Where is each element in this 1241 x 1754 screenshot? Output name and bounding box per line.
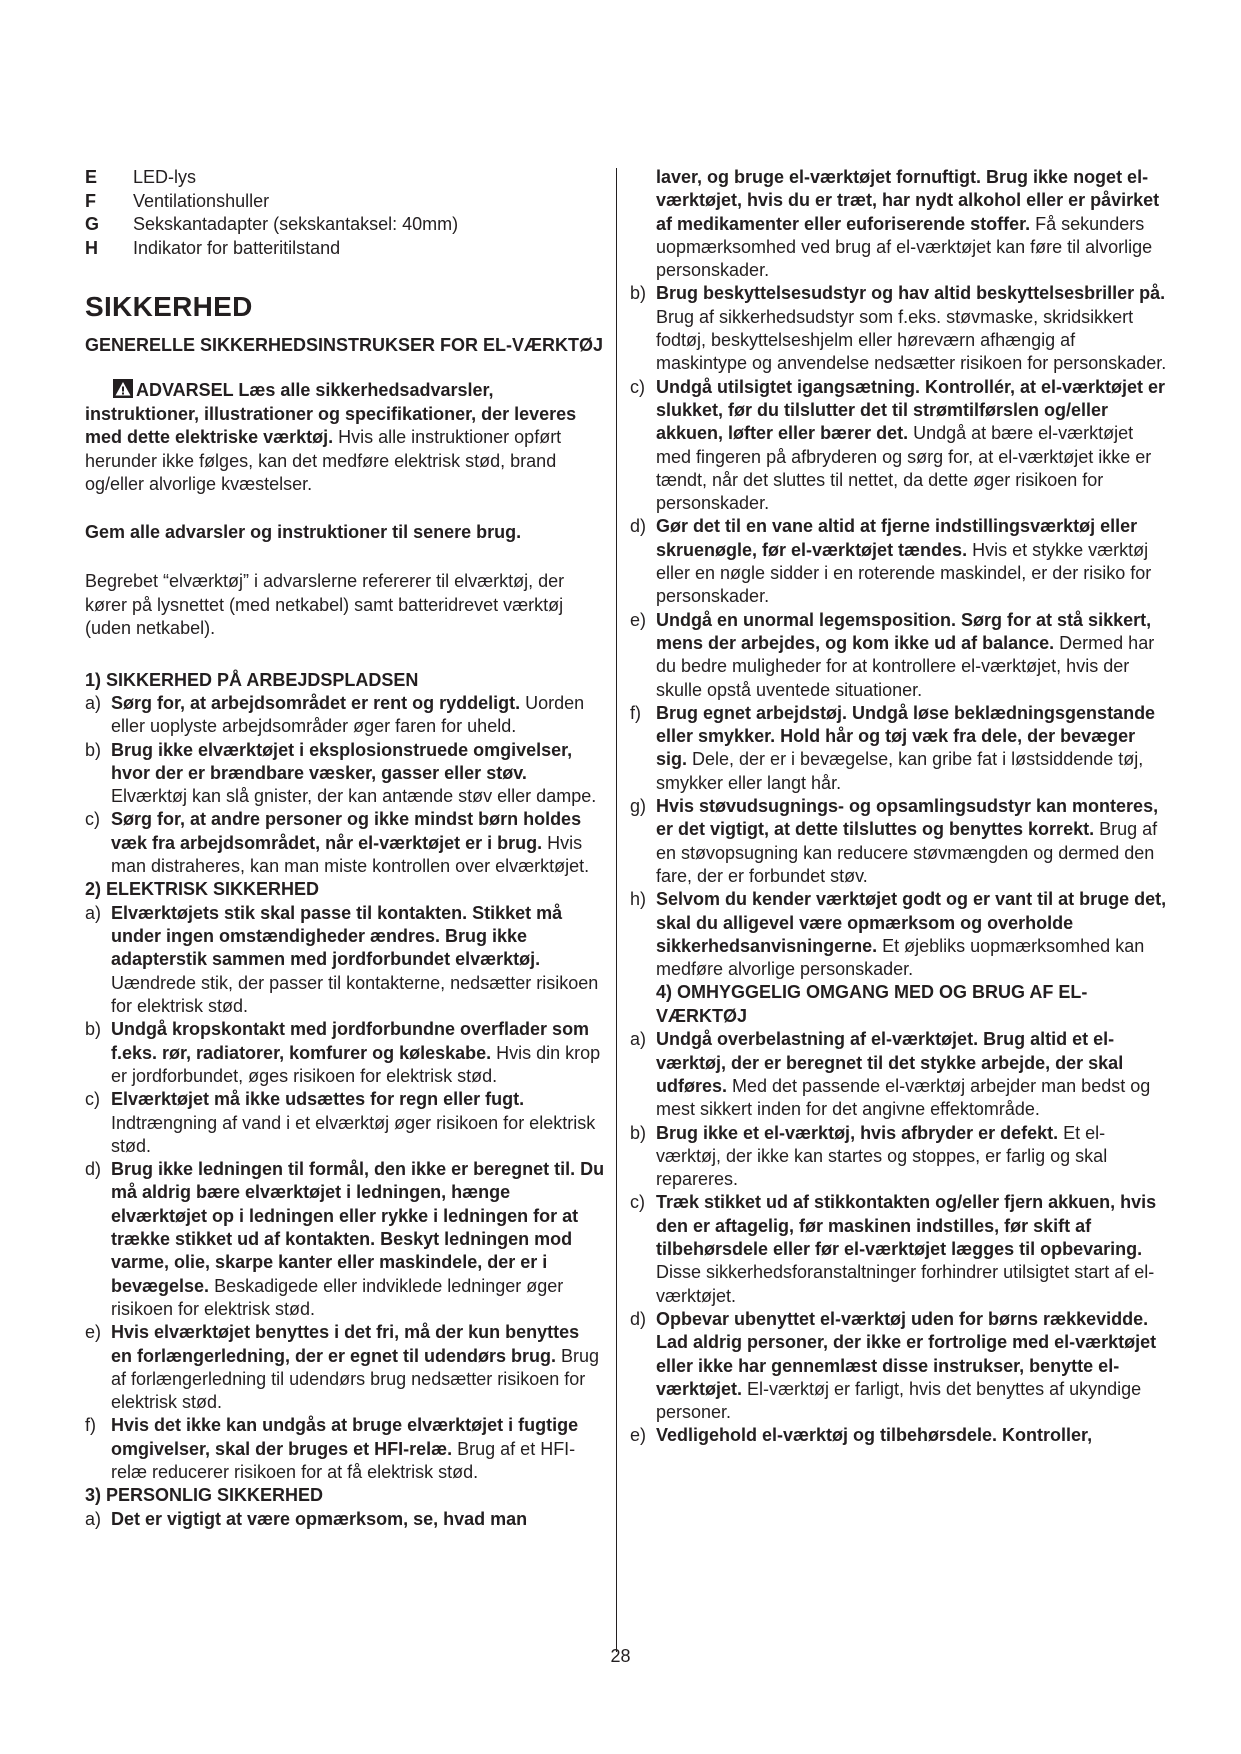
part-label: Ventilationshuller	[133, 190, 270, 211]
parts-list-item	[85, 213, 605, 237]
part-letter: F	[85, 190, 96, 211]
section-title-electrical: 2) ELEKTRISK SIKKERHED	[85, 879, 320, 900]
item-text: Et el-værktøj, der ikke kan startes og stoppes, er farlig og skal repareres.	[656, 1122, 1108, 1190]
item-letter: c)	[85, 809, 100, 830]
list-item	[85, 739, 605, 809]
item-bold: Elværktøjets stik skal passe til kontakten. Stikket må under ingen omstændigheder ændres. Brug ikke adapterstik sammen med jordforbundet elværktøj.	[111, 902, 563, 970]
warning-paragraph	[85, 379, 605, 497]
list-item	[630, 1308, 1168, 1424]
item-text: Brug af en støvopsugning kan reducere støvmængden og dermed den fare, der er forbundet støv.	[656, 819, 1158, 886]
item-bold: Hvis støvudsugnings- og opsamlingsudstyr kan monteres, er det vigtigt, at dette tilsluttes og benyttes korrekt.	[656, 796, 1159, 840]
section-title-text: 4) OMHYGGELIG OMGANG MED OG BRUG AF EL-VÆRKTØJ	[656, 982, 1088, 1026]
item-text: Elværktøj kan slå gnister, der kan antænde støv eller dampe.	[111, 786, 597, 807]
item-text: Uændrede stik, der passer til kontakterne, nedsætter risikoen for elektrisk stød.	[111, 972, 599, 1017]
item-text: Undgå at bære el-værktøjet med fingeren på afbryderen og sørg for, at el-værktøjet ikke er tændt, når det sluttes til nettet, da dette øger risikoen for personskader.	[656, 423, 1152, 514]
section-title-tool-use	[630, 981, 1168, 1028]
item-text: Uorden eller uoplyste arbejdsområder øger faren for uheld.	[111, 693, 585, 737]
parts-list-item	[85, 166, 605, 190]
section-heading: SIKKERHED	[85, 291, 253, 322]
item-letter: d)	[630, 516, 647, 537]
item-letter: b)	[85, 1019, 102, 1040]
item-text: Disse sikkerhedsforanstaltninger forhindrer utilsigtet start af el-værktøjet.	[656, 1262, 1155, 1306]
part-letter: H	[85, 237, 98, 258]
item-bold: Brug egnet arbejdstøj. Undgå løse beklædningsgenstande eller smykker. Hold hår og tøj væk fra dele, der bevæger sig.	[656, 702, 1156, 770]
power-tool-definition: Begrebet “elværktøj” i advarslerne refererer til elværktøj, der kører på lysnettet (med netkabel) samt batteridrevet værktøj (uden netkabel).	[85, 571, 565, 638]
item-bold: Det er vigtigt at være opmærksom, se, hvad man	[111, 1508, 528, 1529]
item-letter: b)	[630, 283, 647, 304]
item-letter: f)	[85, 1415, 96, 1436]
item-bold: Brug ikke ledningen til formål, den ikke er beregnet til. Du må aldrig bære elværktøjet i ledningen, hænge elværktøjet op i ledningen eller rykke i ledningen for at trække stikket ud af kontakten. Beskyt ledningen mod varme, olie, skarpe kanter eller maskindele, der er i bevægelse.	[111, 1159, 605, 1296]
list-item-continuation	[630, 166, 1168, 282]
list-item	[630, 795, 1168, 888]
item-letter: a)	[85, 1508, 102, 1529]
section-title-personal: 3) PERSONLIG SIKKERHED	[85, 1485, 324, 1506]
item-bold: Undgå kropskontakt med jordforbundne overflader som f.eks. rør, radiatorer, komfurer og køleskabe.	[111, 1019, 590, 1063]
item-bold: laver, og bruge el-værktøjet fornuftigt. Brug ikke noget el-værktøjet, hvis du er træt, har nydt alkohol eller er påvirket af medikamenter eller euforiserende stoffer.	[656, 167, 1160, 234]
list-item	[85, 1321, 605, 1414]
item-text: Beskadigede eller indviklede ledninger øger risikoen for elektrisk stød.	[111, 1275, 564, 1319]
right-column	[630, 166, 1168, 1448]
item-text: Et øjebliks uopmærksomhed kan medføre alvorlige personskader.	[656, 935, 1145, 980]
item-bold: Vedligehold el-værktøj og tilbehørsdele. Kontroller,	[656, 1425, 1093, 1446]
item-bold: Undgå utilsigtet igangsætning. Kontrollér, at el-værktøjet er slukket, før du tilslutter det til strømtilførslen og/eller akkuen, løfter eller bærer det.	[656, 376, 1166, 444]
part-label: LED-lys	[133, 167, 197, 187]
item-bold: Selvom du kender værktøjet godt og er vant til at bruge det, skal du alligevel være opmærksom og overholde sikkerhedsanvisningerne.	[656, 889, 1167, 956]
item-bold: Opbevar ubenyttet el-værktøj uden for børns rækkevidde. Lad aldrig personer, der ikke er fortrolige med el-værktøjet eller ikke har gennemlæst disse instrukser, benytte el-værktøjet.	[656, 1308, 1157, 1399]
item-letter: e)	[630, 1425, 647, 1446]
item-bold: Undgå overbelastning af el-værktøjet. Brug altid et el-værktøj, der er beregnet til det stykke arbejde, der skal udføres.	[656, 1029, 1124, 1096]
item-letter: a)	[85, 693, 102, 713]
warning-triangle-icon	[113, 379, 133, 398]
item-letter: h)	[630, 889, 647, 910]
list-item	[85, 808, 605, 878]
parts-list	[85, 166, 605, 260]
item-bold: Elværktøjet må ikke udsættes for regn eller fugt.	[111, 1089, 525, 1110]
item-bold: Træk stikket ud af stikkontakten og/eller fjern akkuen, hvis den er aftagelig, før maskinen indstilles, før skift af tilbehørsdele eller før el-værktøjet lægges til opbevaring.	[656, 1192, 1157, 1260]
item-text: Hvis man distraheres, kan man miste kontrollen over elværktøjet.	[111, 832, 590, 877]
list-item	[630, 515, 1168, 608]
item-bold: Sørg for, at andre personer og ikke mindst børn holdes væk fra arbejdsområdet, når el-værktøjet er i brug.	[111, 809, 582, 853]
item-letter: e)	[85, 1322, 102, 1343]
list-item	[85, 692, 605, 739]
list-item	[85, 1414, 605, 1484]
warning-text: Hvis alle instruktioner opført herunder ikke følges, kan det medføre elektrisk stød, brand og/eller alvorlige kvæstelser.	[85, 427, 562, 494]
item-letter: d)	[630, 1308, 647, 1329]
page-number: 28	[610, 1646, 631, 1666]
item-text: Brug af forlængerledning til udendørs brug nedsætter risikoen for elektrisk stød.	[111, 1345, 600, 1413]
list-item	[85, 1088, 605, 1158]
item-letter: b)	[85, 739, 102, 760]
item-text: Få sekunders uopmærksomhed ved brug af el-værktøjet kan føre til alvorlige personskader.	[656, 213, 1153, 281]
parts-list-item	[85, 237, 605, 261]
item-text: Indtrængning af vand i et elværktøj øger risikoen for elektrisk stød.	[111, 1112, 596, 1156]
list-item	[85, 1508, 605, 1531]
item-bold: Hvis det ikke kan undgås at bruge elværktøjet i fugtige omgivelser, skal der bruges et HFI-relæ.	[111, 1415, 579, 1459]
part-letter: G	[85, 214, 100, 234]
list-item	[630, 888, 1168, 981]
list-item	[630, 702, 1168, 795]
item-text: Hvis din krop er jordforbundet, øges risikoen for elektrisk stød.	[111, 1042, 601, 1086]
item-text: Brug af sikkerhedsudstyr som f.eks. støvmaske, skridsikkert fodtøj, beskyttelseshjelm eller høreværn afhængig af maskintype og anvendelse nedsætter risikoen for personskader.	[656, 306, 1167, 374]
keep-instructions-note: Gem alle advarsler og instruktioner til senere brug.	[85, 521, 522, 542]
list-item	[630, 1122, 1168, 1192]
item-text: Brug af et HFI-relæ reducerer risikoen for at få elektrisk stød.	[111, 1438, 576, 1482]
item-bold: Brug ikke elværktøjet i eksplosionstruede omgivelser, hvor der er brændbare væsker, gasser eller støv.	[111, 739, 573, 783]
part-letter: E	[85, 167, 98, 187]
item-bold: Gør det til en vane altid at fjerne indstillingsværktøj eller skruenøgle, før el-værktøjet tændes.	[656, 516, 1138, 560]
item-letter: d)	[85, 1159, 102, 1180]
left-column	[85, 166, 605, 1531]
part-label: Sekskantadapter (sekskantaksel: 40mm)	[133, 214, 459, 234]
item-text: El-værktøj er farligt, hvis det benyttes af ukyndige personer.	[656, 1378, 1142, 1423]
item-letter: c)	[630, 1192, 645, 1213]
list-item	[630, 1424, 1168, 1447]
item-letter: a)	[85, 902, 102, 923]
list-item	[630, 376, 1168, 516]
column-divider	[616, 168, 617, 1652]
list-item	[630, 282, 1168, 375]
item-text: Dermed har du bedre muligheder for at kontrollere el-værktøjet, hvis der skulle opstå uventede situationer.	[656, 632, 1155, 700]
item-letter: f)	[630, 702, 641, 723]
item-letter: g)	[630, 796, 647, 817]
part-label: Indikator for batteritilstand	[133, 237, 341, 258]
item-text: Hvis et stykke værktøj eller en nøgle sidder i en roterende maskindel, er der risiko for personskader.	[656, 539, 1152, 607]
list-item	[85, 1158, 605, 1321]
list-item	[630, 1191, 1168, 1307]
item-bold: Undgå en unormal legemsposition. Sørg for at stå sikkert, mens der arbejdes, og kom ikke ud af balance.	[656, 609, 1152, 653]
item-letter: c)	[85, 1089, 100, 1110]
item-bold: Brug ikke et el-værktøj, hvis afbryder er defekt.	[656, 1122, 1059, 1143]
item-bold: Hvis elværktøjet benyttes i det fri, må der kun benyttes en forlængerledning, der er egnet til udendørs brug.	[111, 1322, 580, 1366]
item-bold: Brug beskyttelsesudstyr og hav altid beskyttelsesbriller på.	[656, 283, 1166, 304]
item-letter: b)	[630, 1122, 647, 1143]
item-letter: a)	[630, 1029, 647, 1050]
item-text: Dele, der er i bevægelse, kan gribe fat i løstsiddende tøj, smykker eller langt hår.	[656, 749, 1144, 793]
section-title-workplace: 1) SIKKERHED PÅ ARBEJDSPLADSEN	[85, 669, 419, 690]
section-subheading: GENERELLE SIKKERHEDSINSTRUKSER FOR EL-VÆRKTØJ	[85, 335, 604, 355]
list-item	[85, 1018, 605, 1088]
parts-list-item	[85, 190, 605, 214]
item-text: Med det passende el-værktøj arbejder man bedst og mest sikkert inden for det angivne effektområde.	[656, 1075, 1151, 1120]
warning-bold: ADVARSEL Læs alle sikkerhedsadvarsler, instruktioner, illustrationer og specifikationer, der leveres med dette elektriske værktøj.	[85, 380, 577, 447]
item-letter: c)	[630, 376, 645, 397]
list-item	[630, 1028, 1168, 1121]
list-item	[630, 609, 1168, 702]
item-letter: e)	[630, 609, 647, 630]
item-bold: Sørg for, at arbejdsområdet er rent og ryddeligt.	[111, 693, 521, 713]
list-item	[85, 902, 605, 1018]
